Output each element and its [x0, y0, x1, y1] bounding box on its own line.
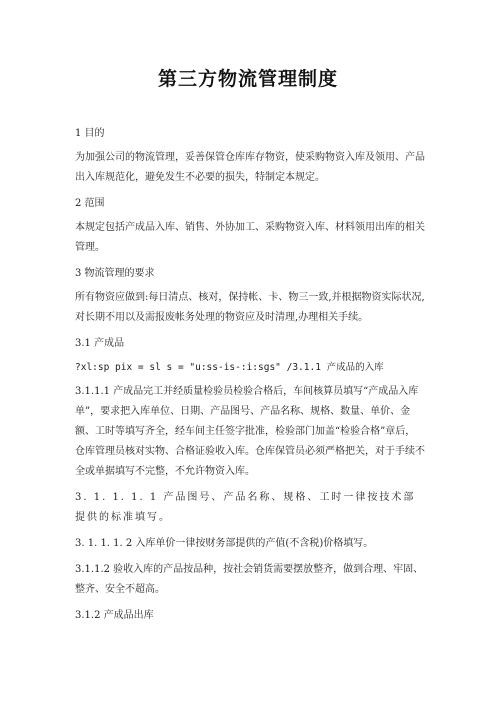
section-heading-finished-goods-inbound: ?xl:sp pix = sl s = "u:ss-is-:i:sgs" /3.1.1 产成品的入库: [75, 362, 384, 373]
paragraph-requirements: 所有物资应做到:每日清点、核对，保持帐、卡、物三一致,并根据物资实际状况,对长期不用以及需报废帐务处理的物资应及时清理,办理相关手续。: [75, 292, 425, 323]
section-heading-finished-goods-outbound: 3.1.2 产成品出库: [75, 610, 154, 621]
section-heading-finished-goods: 3.1 产成品: [75, 338, 125, 349]
document-body: [75, 124, 425, 630]
paragraph-unit-price-rule: 3. 1. 1. 1. 2 入库单价一律按财务部提供的产值(不含税)价格填写。: [75, 538, 374, 549]
paragraph-inbound-procedure: 3.1.1.1 产成品完工并经质量检验员检验合格后，车间核算员填写“产成品入库单”，要求把入库单位、日期、产品图号、产品名称、规格、数量、单价、金额、工时等填写齐全，经车间主任签字批准，检验部门加盖“检验合格”章后，仓库管理员核对实物、合格证验收入库。仓库保管员必须严格把关，对于手续不全或单据填写不完整，不允许物资入库。: [75, 386, 425, 477]
paragraph-purpose: 为加强公司的物流管理，妥善保管仓库库存物资，使采购物资入库及领用、产品出入库规范化，避免发生不必要的损失，特制定本规定。: [75, 152, 425, 183]
section-heading-scope: 2 范围: [75, 198, 105, 209]
document-title: 第三方物流管理制度: [157, 68, 338, 90]
paragraph-scope: 本规定包括产成品入库、销售、外协加工、采购物资入库、材料领用出库的相关管理。: [75, 222, 425, 253]
section-heading-requirements: 3 物流管理的要求: [75, 268, 155, 279]
paragraph-drawing-number-rule: 3. 1. 1. 1. 1 产品图号、产品名称、规格、工时一律按技术部提供的标准填写。: [75, 492, 416, 523]
section-heading-purpose: 1 目的: [75, 128, 105, 139]
paragraph-storage-rule: 3.1.1.2 验收入库的产品按品种，按社会销货需要摆放整齐，做到合理、牢固、整齐、安全不超高。: [75, 564, 424, 595]
